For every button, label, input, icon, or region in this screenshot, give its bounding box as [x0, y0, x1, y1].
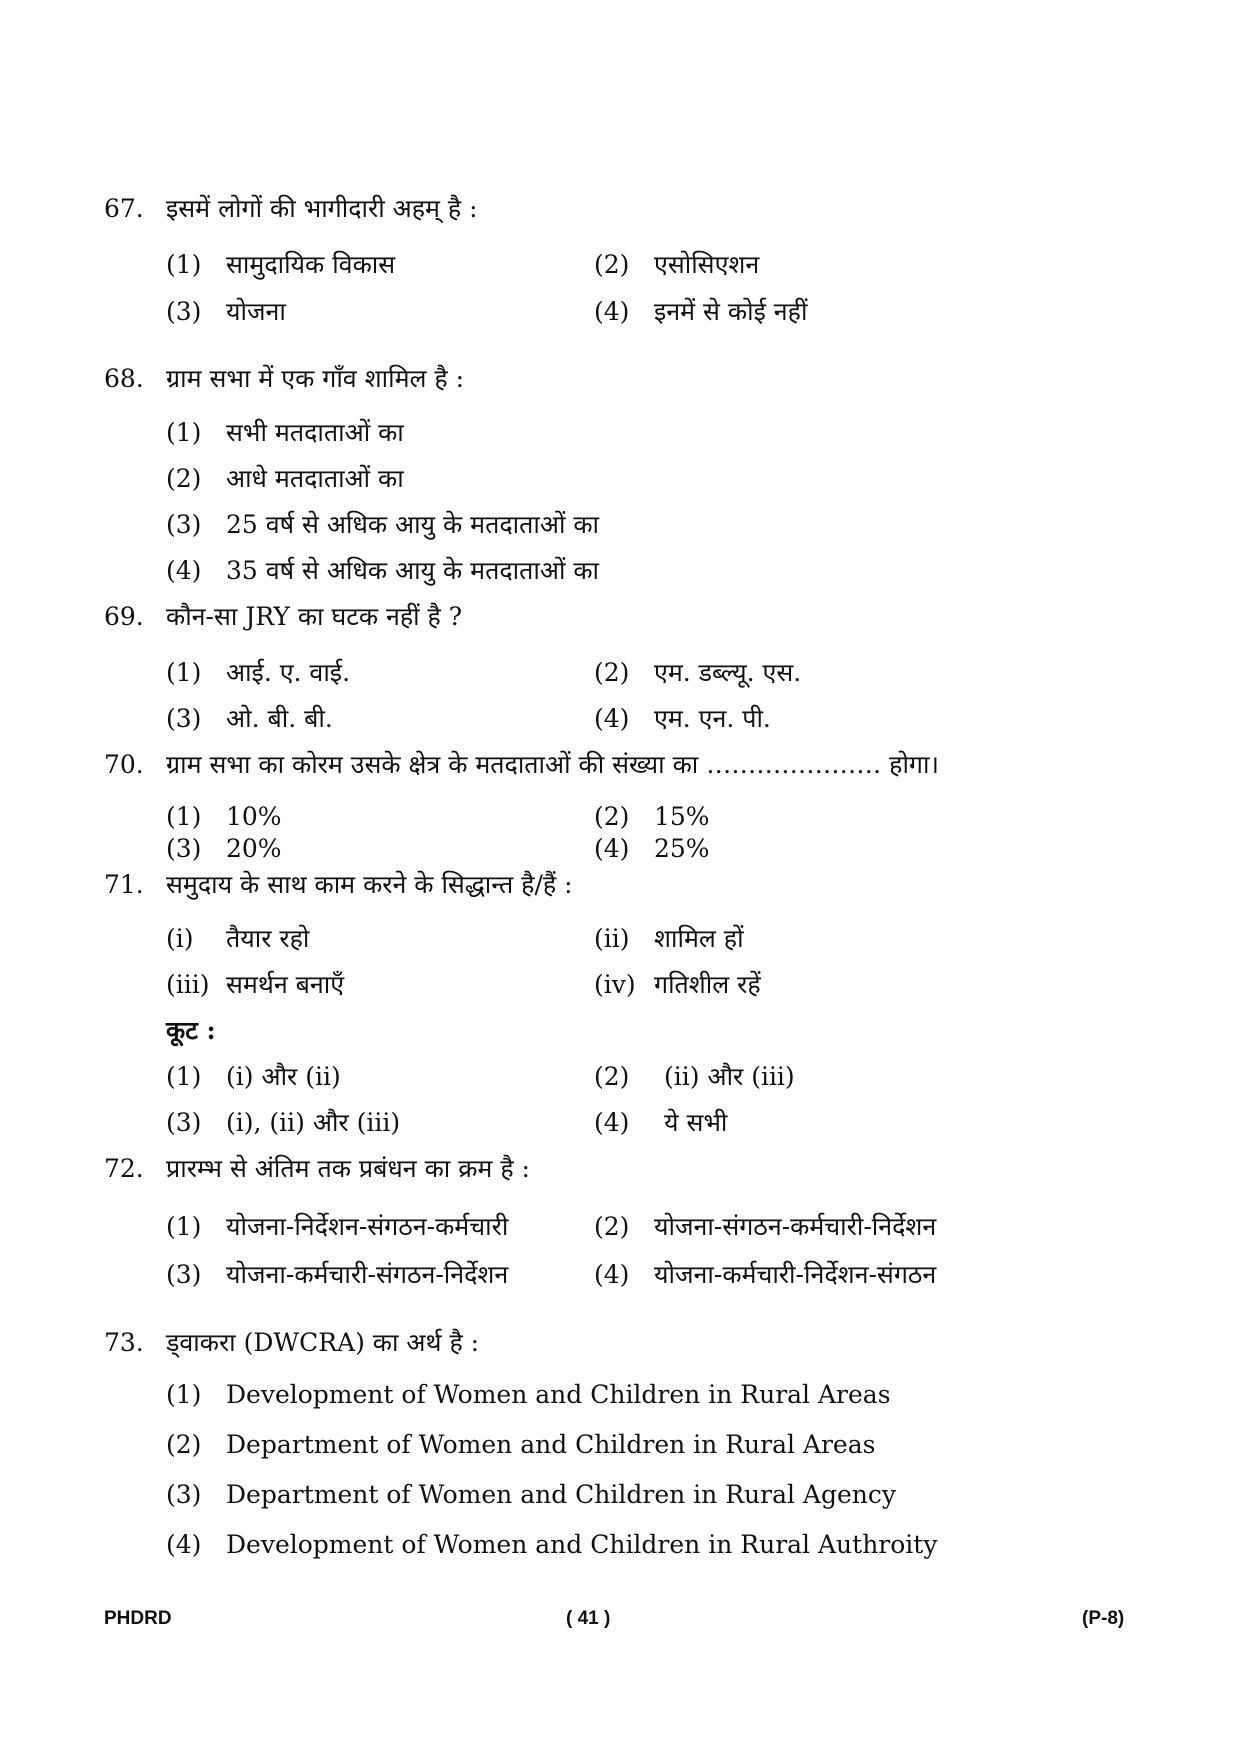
question-67 — [0, 192, 1241, 226]
option-text: 25 वर्ष से अधिक आयु के मतदाताओं का — [226, 510, 599, 539]
option-label: (2) — [594, 1062, 630, 1091]
option-text: Development of Women and Children in Rural Areas — [226, 1380, 891, 1409]
option-text: आधे मतदाताओं का — [226, 464, 404, 493]
question-number: 69. — [104, 602, 144, 631]
code-label: कूट : — [166, 1016, 216, 1045]
question-73 — [0, 1326, 1241, 1360]
option-text: इनमें से कोई नहीं — [654, 297, 808, 326]
option-text: एम. एन. पी. — [654, 704, 771, 733]
statement-text: समर्थन बनाएँ — [226, 970, 345, 999]
option-label: (4) — [166, 556, 202, 585]
option-label: (3) — [166, 297, 202, 326]
option-text: (ii) और (iii) — [664, 1062, 795, 1091]
option-label: (3) — [166, 1108, 202, 1137]
option-text: योजना-संगठन-कर्मचारी-निर्देशन — [654, 1212, 937, 1241]
option-text: Development of Women and Children in Rural Authroity — [226, 1530, 938, 1559]
option-label: (2) — [166, 1430, 202, 1459]
option-label: (3) — [166, 834, 202, 863]
option-label: (1) — [166, 802, 202, 831]
option-text: योजना-निर्देशन-संगठन-कर्मचारी — [226, 1212, 509, 1241]
option-text: योजना — [226, 297, 286, 326]
option-text: योजना-कर्मचारी-संगठन-निर्देशन — [226, 1260, 509, 1289]
option-label: (3) — [166, 510, 202, 539]
statement-text: गतिशील रहें — [654, 970, 761, 999]
option-label: (3) — [166, 1260, 202, 1289]
option-label: (2) — [594, 802, 630, 831]
statement-label: (ii) — [594, 924, 630, 953]
question-text: ग्राम सभा का कोरम उसके क्षेत्र के मतदाताओं की संख्या का ………………… होगा। — [166, 750, 939, 779]
option-label: (4) — [594, 297, 630, 326]
option-label: (4) — [166, 1530, 202, 1559]
question-text: प्रारम्भ से अंतिम तक प्रबंधन का क्रम है : — [166, 1154, 530, 1183]
option-text: Department of Women and Children in Rural Agency — [226, 1480, 897, 1509]
option-text: (i), (ii) और (iii) — [226, 1108, 401, 1137]
page-number: ( 41 ) — [566, 1608, 611, 1629]
statement-text: तैयार रहो — [226, 924, 310, 953]
option-label: (4) — [594, 704, 630, 733]
option-text: (i) और (ii) — [226, 1062, 341, 1091]
question-number: 67. — [104, 194, 144, 223]
question-text: इसमें लोगों की भागीदारी अहम् है : — [166, 194, 478, 223]
option-text: 35 वर्ष से अधिक आयु के मतदाताओं का — [226, 556, 599, 585]
option-label: (1) — [166, 418, 202, 447]
option-text: एसोसिएशन — [654, 250, 760, 279]
question-70 — [0, 748, 1241, 782]
option-label: (2) — [166, 464, 202, 493]
option-text: 20% — [226, 834, 282, 863]
question-69 — [0, 600, 1241, 634]
statement-label: (iv) — [594, 970, 636, 999]
option-text: सामुदायिक विकास — [226, 250, 396, 279]
option-text: 15% — [654, 802, 710, 831]
option-text: 10% — [226, 802, 282, 831]
question-text: ग्राम सभा में एक गाँव शामिल है : — [166, 364, 465, 393]
footer-code: PHDRD — [104, 1608, 172, 1629]
option-label: (4) — [594, 1260, 630, 1289]
option-label: (1) — [166, 1212, 202, 1241]
question-number: 71. — [104, 870, 144, 899]
question-number: 73. — [104, 1328, 144, 1357]
option-label: (2) — [594, 1212, 630, 1241]
option-text: आई. ए. वाई. — [226, 658, 351, 687]
option-label: (3) — [166, 1480, 202, 1509]
option-label: (4) — [594, 834, 630, 863]
question-number: 68. — [104, 364, 144, 393]
option-text: Department of Women and Children in Rural Areas — [226, 1430, 876, 1459]
question-text: ड्वाकरा (DWCRA) का अर्थ है : — [166, 1328, 480, 1357]
statement-label: (iii) — [166, 970, 210, 999]
option-label: (2) — [594, 658, 630, 687]
question-text: कौन-सा JRY का घटक नहीं है ? — [166, 602, 463, 631]
question-number: 70. — [104, 750, 144, 779]
option-label: (1) — [166, 250, 202, 279]
option-label: (2) — [594, 250, 630, 279]
question-number: 72. — [104, 1154, 144, 1183]
option-text: ओ. बी. बी. — [226, 704, 333, 733]
question-text: समुदाय के साथ काम करने के सिद्धान्त है/हैं : — [166, 870, 573, 899]
option-label: (1) — [166, 1062, 202, 1091]
option-label: (4) — [594, 1108, 630, 1137]
option-text: सभी मतदाताओं का — [226, 418, 404, 447]
option-label: (3) — [166, 704, 202, 733]
option-text: 25% — [654, 834, 710, 863]
question-68 — [0, 362, 1241, 396]
statement-text: शामिल हों — [654, 924, 744, 953]
statement-label: (i) — [166, 924, 194, 953]
option-text: ये सभी — [664, 1108, 728, 1137]
option-label: (1) — [166, 1380, 202, 1409]
question-72 — [0, 1152, 1241, 1186]
question-71 — [0, 868, 1241, 902]
footer-series: (P-8) — [1082, 1608, 1125, 1629]
option-text: योजना-कर्मचारी-निर्देशन-संगठन — [654, 1260, 937, 1289]
option-text: एम. डब्ल्यू. एस. — [654, 658, 802, 687]
option-label: (1) — [166, 658, 202, 687]
